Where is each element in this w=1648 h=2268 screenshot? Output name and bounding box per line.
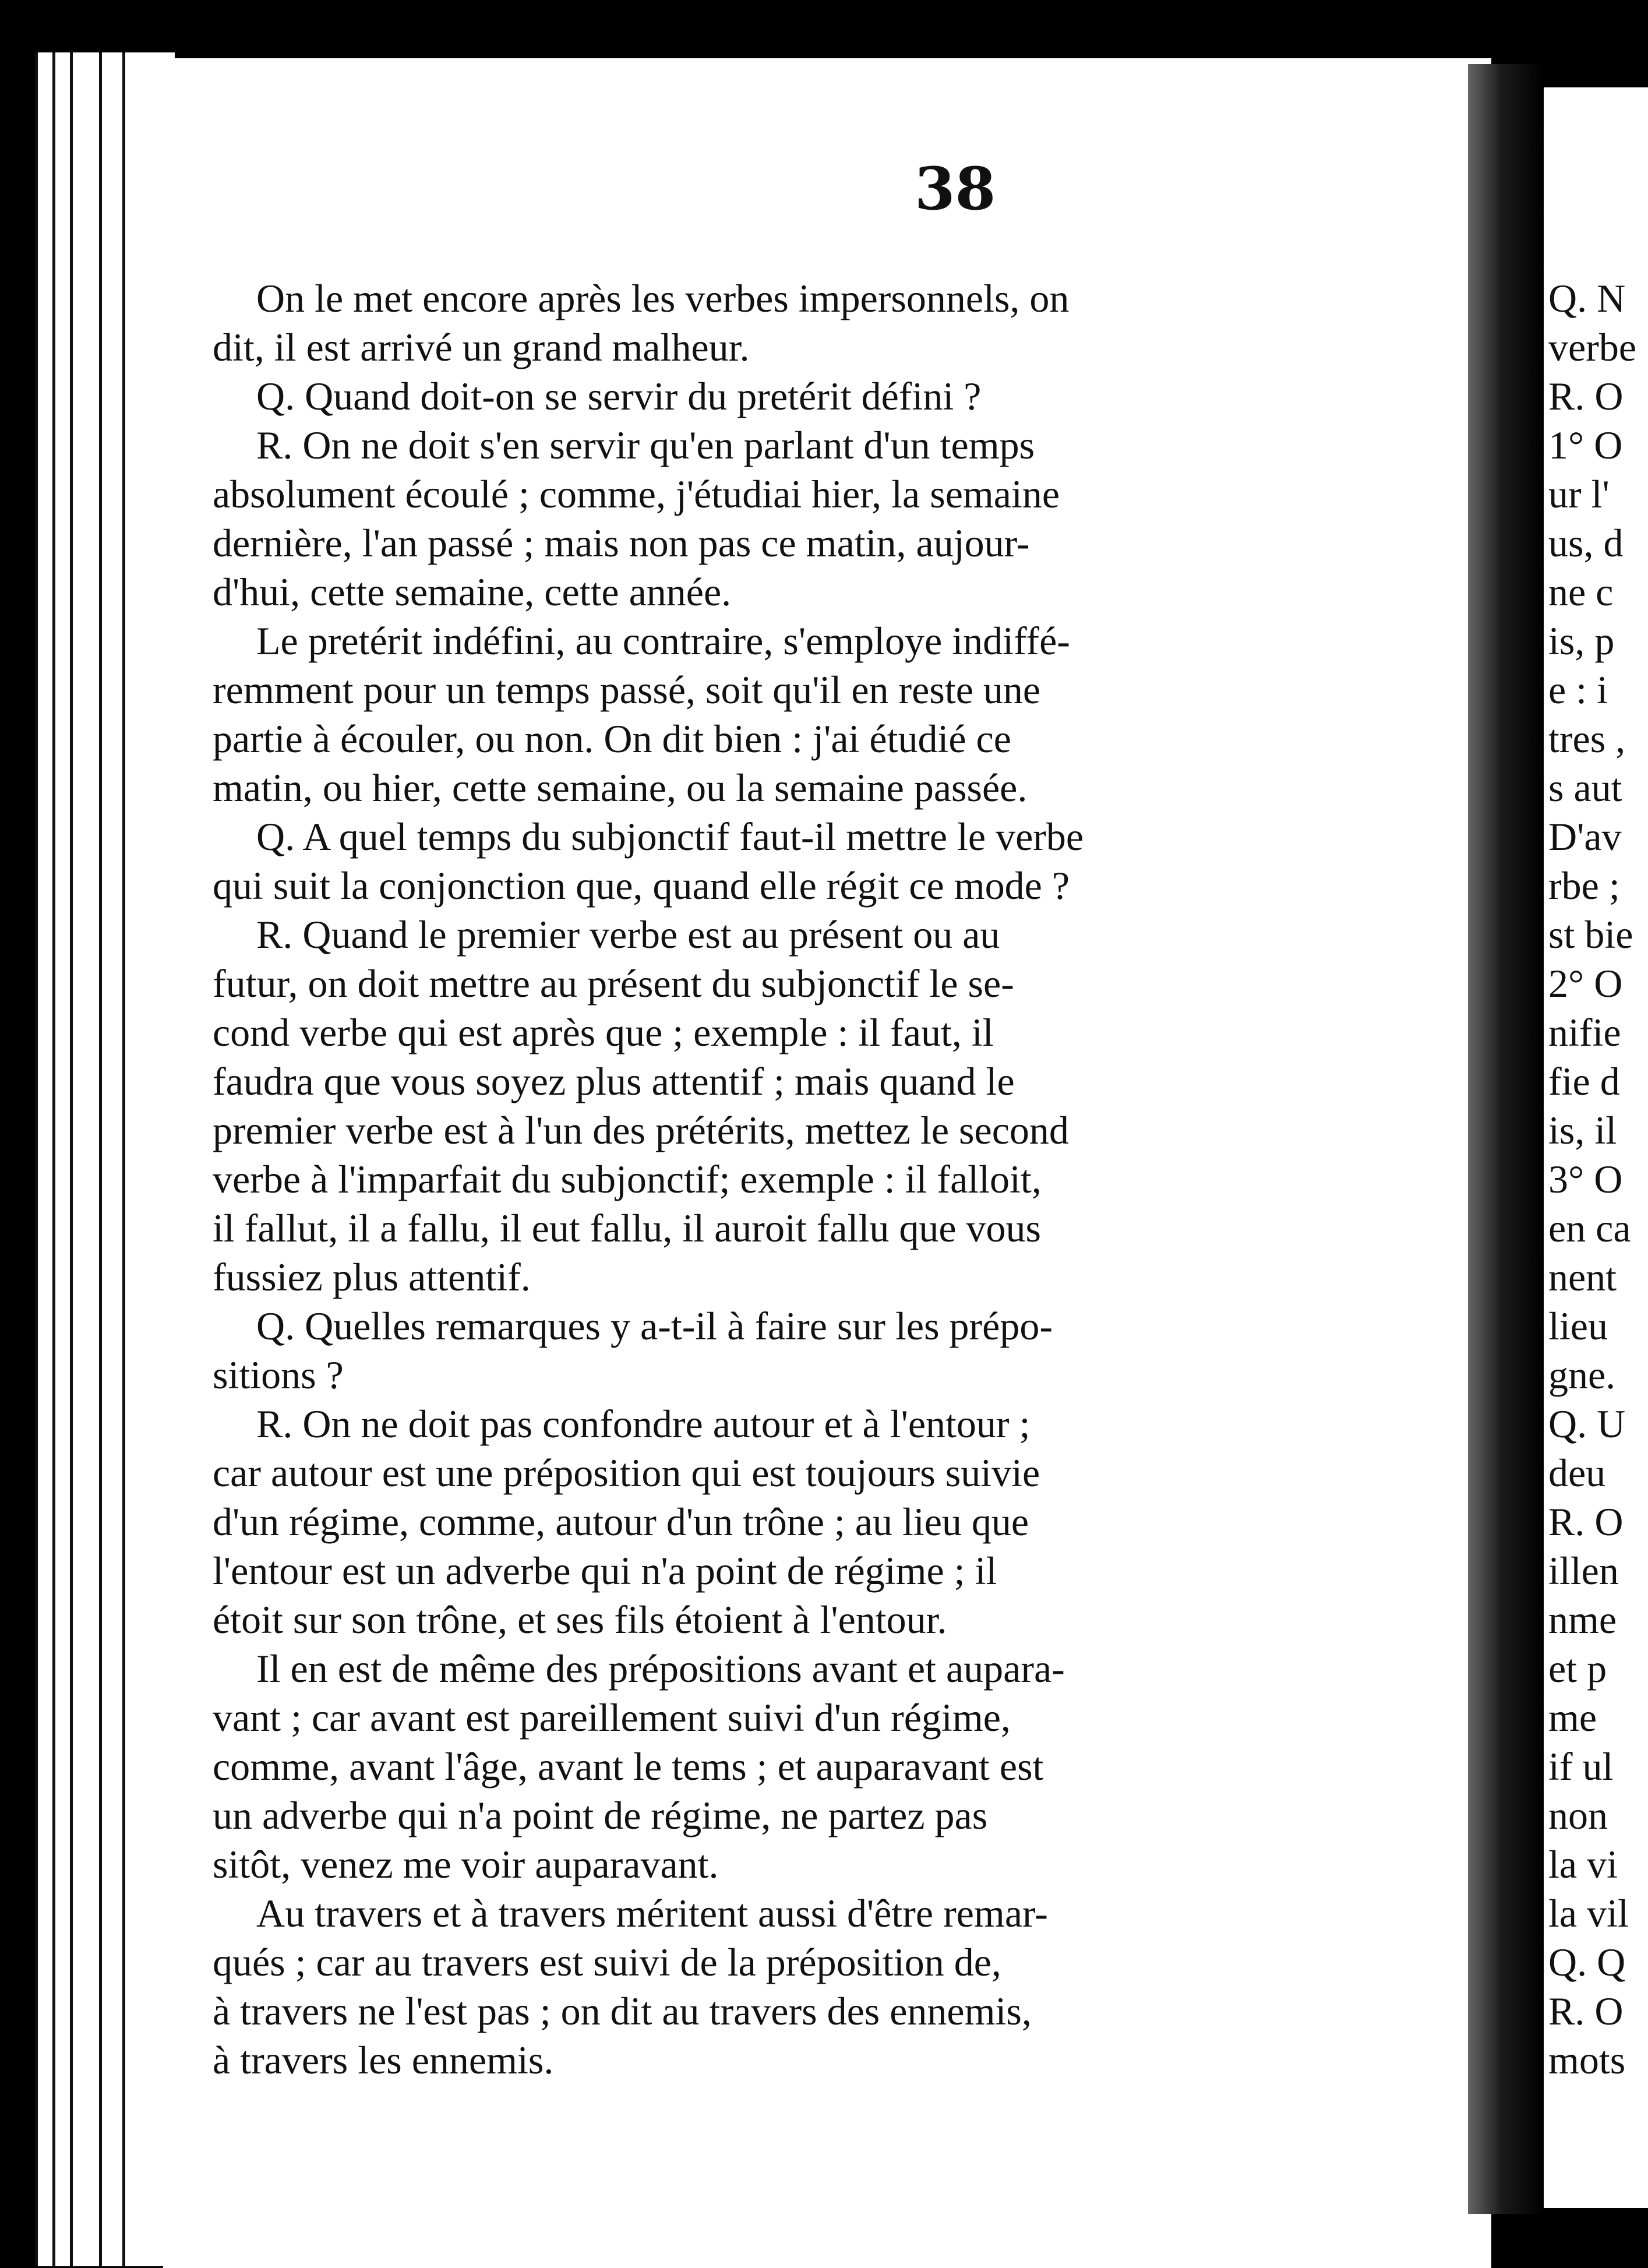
facing-line-fragment: la vi [1548,1842,1618,1886]
facing-line-fragment: D'av [1548,814,1622,859]
text-line: étoit sur son trône, et ses fils étoient à l'entour. [213,1597,947,1642]
text-line: R. Quand le premier verbe est au présent ou au [256,912,1000,957]
facing-line-fragment: is, il [1548,1108,1617,1152]
facing-line-fragment: rbe ; [1548,863,1620,908]
text-line: car autour est une préposition qui est toujours suivie [213,1451,1040,1495]
page-edge-line [70,52,73,2266]
facing-line-fragment: deu [1548,1451,1606,1495]
facing-line-fragment: Q. U [1548,1402,1626,1446]
facing-line-fragment: 1° O [1548,423,1623,467]
page-edge-line [52,52,55,2266]
facing-line-fragment: nme [1548,1597,1617,1642]
text-line: qui suit la conjonction que, quand elle régit ce mode ? [213,863,1070,908]
facing-line-fragment: lieu [1548,1304,1608,1348]
page-edge-line [122,52,125,2266]
text-line: l'entour est un adverbe qui n'a point de régime ; il [213,1549,997,1593]
book-gutter-shadow [1468,64,1544,2214]
text-line: sitôt, venez me voir auparavant. [213,1842,719,1886]
facing-line-fragment: verbe [1548,325,1637,369]
facing-line-fragment: la vil [1548,1891,1629,1935]
facing-line-fragment: us, d [1548,521,1624,565]
facing-line-fragment: e : i [1548,668,1608,712]
facing-line-fragment: et p [1548,1646,1607,1691]
text-line: comme, avant l'âge, avant le tems ; et auparavant est [213,1744,1044,1789]
facing-line-fragment: R. O [1548,1989,1624,2033]
text-line: partie à écouler, ou non. On dit bien : j'ai étudié ce [213,717,1011,761]
facing-line-fragment: ur l' [1548,472,1610,516]
text-line: Le pretérit indéfini, au contraire, s'employe indiffé- [256,619,1070,663]
facing-line-fragment: R. O [1548,374,1624,418]
facing-line-fragment: Q. Q [1548,1940,1626,1984]
text-line: verbe à l'imparfait du subjonctif; exemple : il falloit, [213,1157,1042,1201]
facing-line-fragment: st bie [1548,912,1633,957]
facing-line-fragment: ne c [1548,570,1614,614]
facing-line-fragment: Q. N [1548,276,1626,320]
text-line: R. On ne doit s'en servir qu'en parlant d'un temps [256,423,1035,467]
facing-line-fragment: tres , [1548,717,1626,761]
facing-line-fragment: if ul [1548,1744,1614,1789]
facing-line-fragment: mots [1548,2038,1626,2082]
facing-line-fragment: nent [1548,1255,1617,1299]
text-line: fussiez plus attentif. [213,1255,531,1299]
facing-line-fragment: fie d [1548,1059,1620,1103]
facing-line-fragment: illen [1548,1549,1619,1593]
text-line: Q. Quelles remarques y a-t-il à faire sur les prépo- [256,1304,1053,1348]
text-line: cond verbe qui est après que ; exemple : il faut, il [213,1010,994,1054]
facing-line-fragment: 3° O [1548,1157,1623,1201]
text-line: d'hui, cette semaine, cette année. [213,570,732,614]
facing-line-fragment: 2° O [1548,961,1623,1006]
text-line: remment pour un temps passé, soit qu'il en reste une [213,668,1041,712]
page-number: 38 [915,154,996,223]
text-line: il fallut, il a fallu, il eut fallu, il auroit fallu que vous [213,1206,1041,1250]
text-line: Q. Quand doit-on se servir du pretérit défini ? [256,374,982,418]
text-line: Il en est de même des prépositions avant et aupara- [256,1646,1065,1691]
page-edge-line [35,52,38,2266]
text-line: Q. A quel temps du subjonctif faut-il mettre le verbe [256,814,1084,859]
text-line: à travers ne l'est pas ; on dit au travers des ennemis, [213,1989,1032,2033]
facing-page-fragment [1544,87,1648,2208]
text-line: dernière, l'an passé ; mais non pas ce matin, aujour- [213,521,1030,565]
facing-line-fragment: gne. [1548,1353,1616,1397]
facing-line-fragment: me [1548,1695,1597,1740]
text-line: à travers les ennemis. [213,2038,554,2082]
facing-line-fragment: R. O [1548,1500,1624,1544]
text-line: On le met encore après les verbes impersonnels, on [256,276,1070,320]
text-line: matin, ou hier, cette semaine, ou la semaine passée. [213,766,1028,810]
text-line: futur, on doit mettre au présent du subjonctif le se- [213,961,1014,1006]
text-line: dit, il est arrivé un grand malheur. [213,325,750,369]
facing-line-fragment: s aut [1548,766,1622,810]
text-line: qués ; car au travers est suivi de la préposition de, [213,1940,1001,1984]
page-edge-line [99,52,102,2266]
text-line: R. On ne doit pas confondre autour et à l'entour ; [256,1402,1031,1446]
text-line: un adverbe qui n'a point de régime, ne partez pas [213,1793,988,1837]
text-line: sitions ? [213,1353,344,1397]
text-line: d'un régime, comme, autour d'un trône ; au lieu que [213,1500,1029,1544]
page-body-text [213,274,1442,2167]
facing-page-text [1548,274,1648,2084]
text-line: absolument écoulé ; comme, j'étudiai hier, la semaine [213,472,1060,516]
facing-line-fragment: en ca [1548,1206,1631,1250]
text-line: vant ; car avant est pareillement suivi d'un régime, [213,1695,1011,1740]
text-line: faudra que vous soyez plus attentif ; mais quand le [213,1059,1015,1103]
text-line: premier verbe est à l'un des prétérits, mettez le second [213,1108,1069,1152]
page-edges [35,52,175,2266]
facing-line-fragment: non [1548,1793,1608,1837]
facing-line-fragment: is, p [1548,619,1615,663]
facing-line-fragment: nifie [1548,1010,1621,1054]
text-line: Au travers et à travers méritent aussi d'être remar- [256,1891,1048,1935]
